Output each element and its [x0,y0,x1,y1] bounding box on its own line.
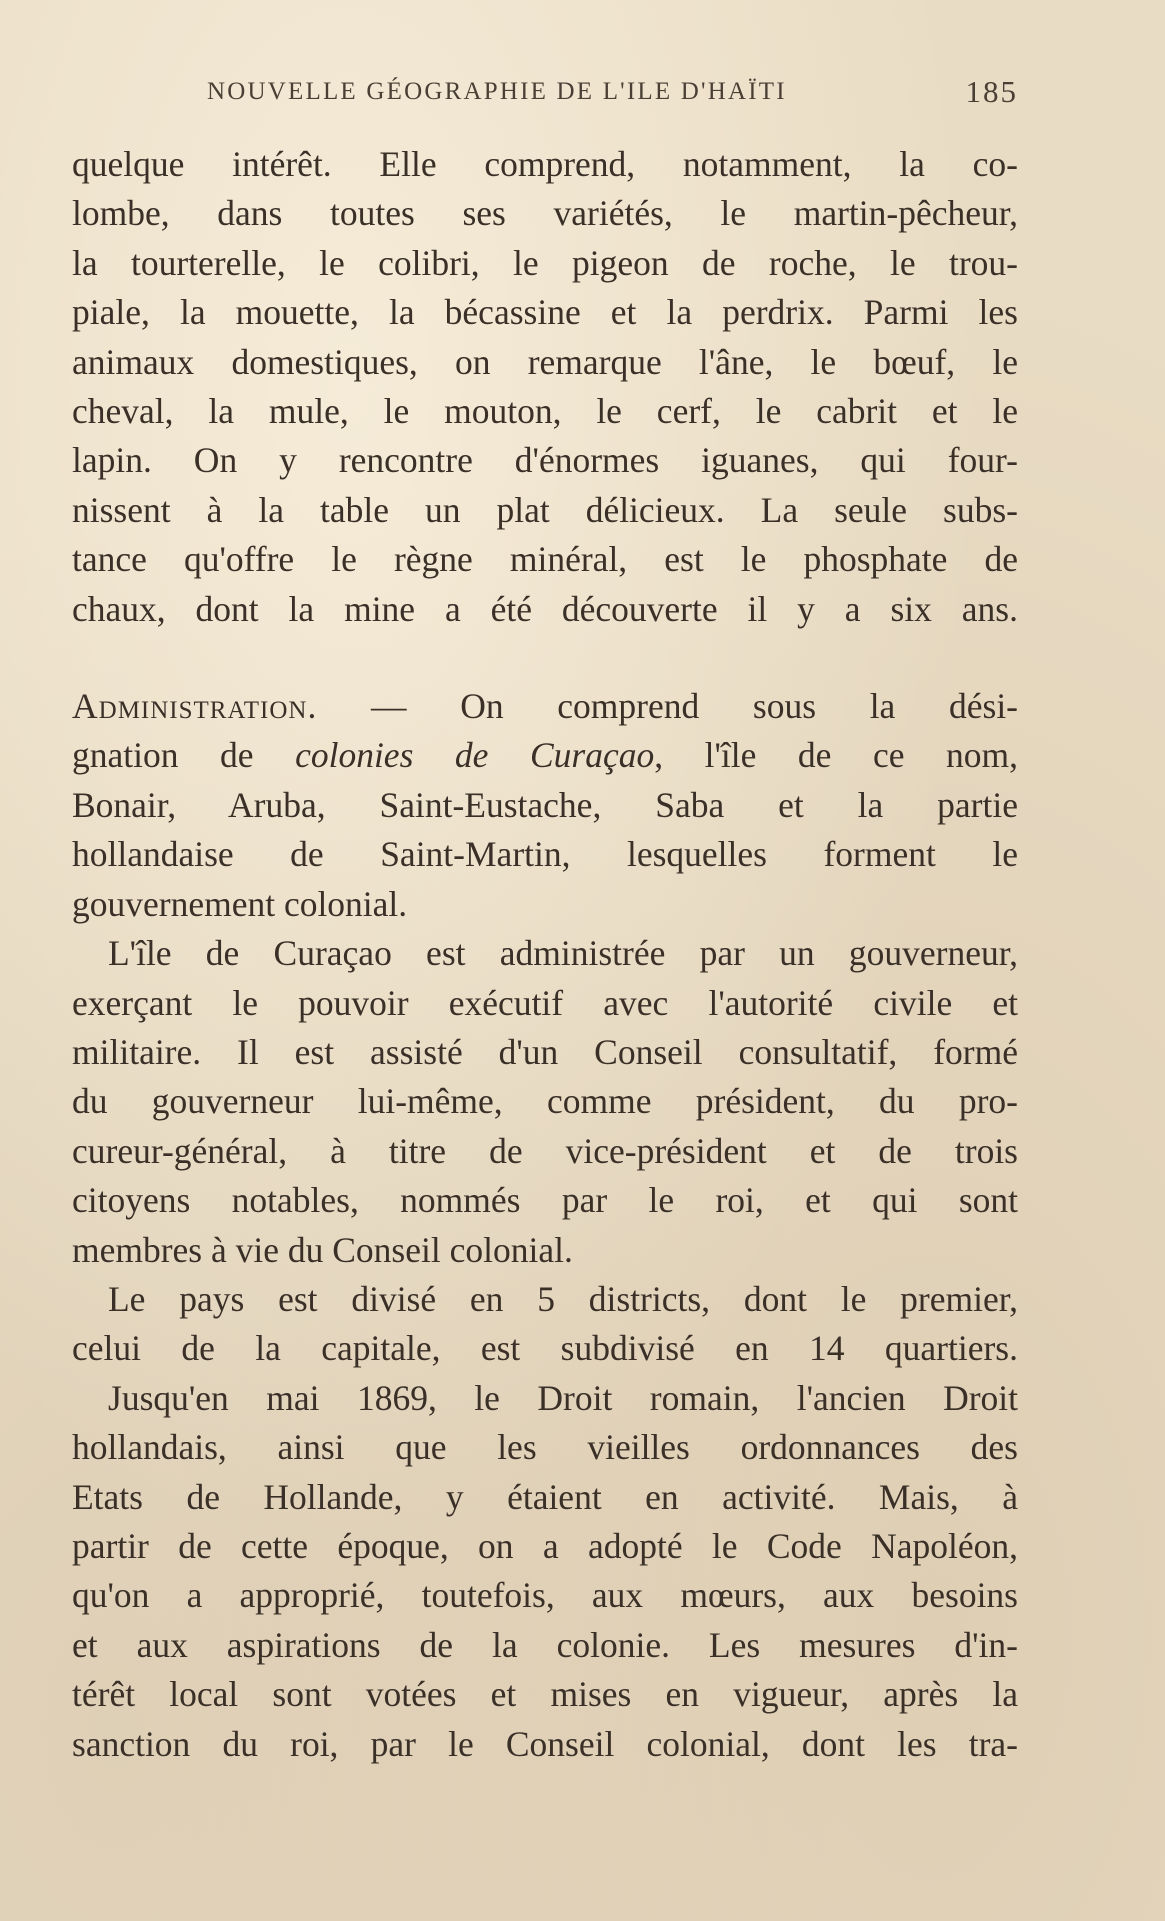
paragraph-law [72,1374,1018,1769]
text-line: Jusqu'en mai 1869, le Droit romain, l'ancien Droit [108,1377,1018,1418]
text-line: nissent à la table un plat délicieux. La seule subs- [72,489,1018,530]
section-gap [72,634,1018,682]
text-line: hollandais, ainsi que les vieilles ordonnances des [72,1427,1018,1468]
text-line: exerçant le pouvoir exécutif avec l'autorité civile et [72,982,1018,1023]
text-line [72,682,1018,731]
text-line: chaux, dont la mine a été découverte il y a six ans. [72,588,1018,629]
paragraph-districts [72,1275,1018,1374]
text-line: hollandaise de Saint-Martin, lesquelles forment le [72,834,1018,875]
text-line: piale, la mouette, la bécassine et la perdrix. Parmi les [72,292,1018,333]
text-line: cheval, la mule, le mouton, le cerf, le cabrit et le [72,391,1018,432]
text-line: Bonair, Aruba, Saint-Eustache, Saba et la partie [72,784,1018,825]
page-number: 185 [965,74,1018,109]
text-line: lapin. On y rencontre d'énormes iguanes, qui four- [72,440,1018,481]
text-line: du gouverneur lui-même, comme président, du pro- [72,1081,1018,1122]
body-text [72,140,1018,1769]
text-line: qu'on a approprié, toutefois, aux mœurs, aux besoins [72,1575,1018,1616]
text-line [72,731,1018,780]
running-title: NOUVELLE GÉOGRAPHIE DE L'ILE D'HAÏTI [207,78,787,105]
text-line: cureur-général, à titre de vice-président et de trois [72,1130,1018,1171]
text-fragment: — On comprend sous la dési- [317,686,1018,727]
text-line: animaux domestiques, on remarque l'âne, le bœuf, le [72,341,1018,382]
text-line: militaire. Il est assisté d'un Conseil consultatif, formé [72,1031,1018,1072]
text-fragment: gnation de [72,735,296,776]
text-line: celui de la capitale, est subdivisé en 14 quartiers. [72,1328,1018,1369]
text-line: Le pays est divisé en 5 districts, dont le premier, [108,1278,1018,1319]
text-line: citoyens notables, nommés par le roi, et qui sont [72,1180,1018,1221]
text-line: sanction du roi, par le Conseil colonial, dont les tra- [72,1723,1018,1764]
text-line: Etats de Hollande, y étaient en activité. Mais, à [72,1476,1018,1517]
text-line: tance qu'offre le règne minéral, est le phosphate de [72,539,1018,580]
paragraph-fauna [72,140,1018,634]
text-line: partir de cette époque, on a adopté le Code Napoléon, [72,1525,1018,1566]
text-line: térêt local sont votées et mises en vigueur, après la [72,1674,1018,1715]
text-line: quelque intérêt. Elle comprend, notamment, la co- [72,144,1018,184]
text-line: membres à vie du Conseil colonial. [72,1229,573,1270]
text-line: la tourterelle, le colibri, le pigeon de roche, le trou- [72,242,1018,283]
paragraph-administration [72,682,1018,929]
text-fragment: , l'île de ce nom, [654,735,1018,776]
section-title: Administration. [72,686,318,727]
paragraph-governor [72,929,1018,1275]
text-line: L'île de Curaçao est administrée par un gouverneur, [108,933,1018,974]
text-line: et aux aspirations de la colonie. Les mesures d'in- [72,1624,1018,1665]
italic-term: colonies de Curaçao [295,735,655,776]
text-line: lombe, dans toutes ses variétés, le martin-pêcheur, [72,193,1018,234]
text-line: gouvernement colonial. [72,883,408,924]
running-head [72,74,1018,114]
